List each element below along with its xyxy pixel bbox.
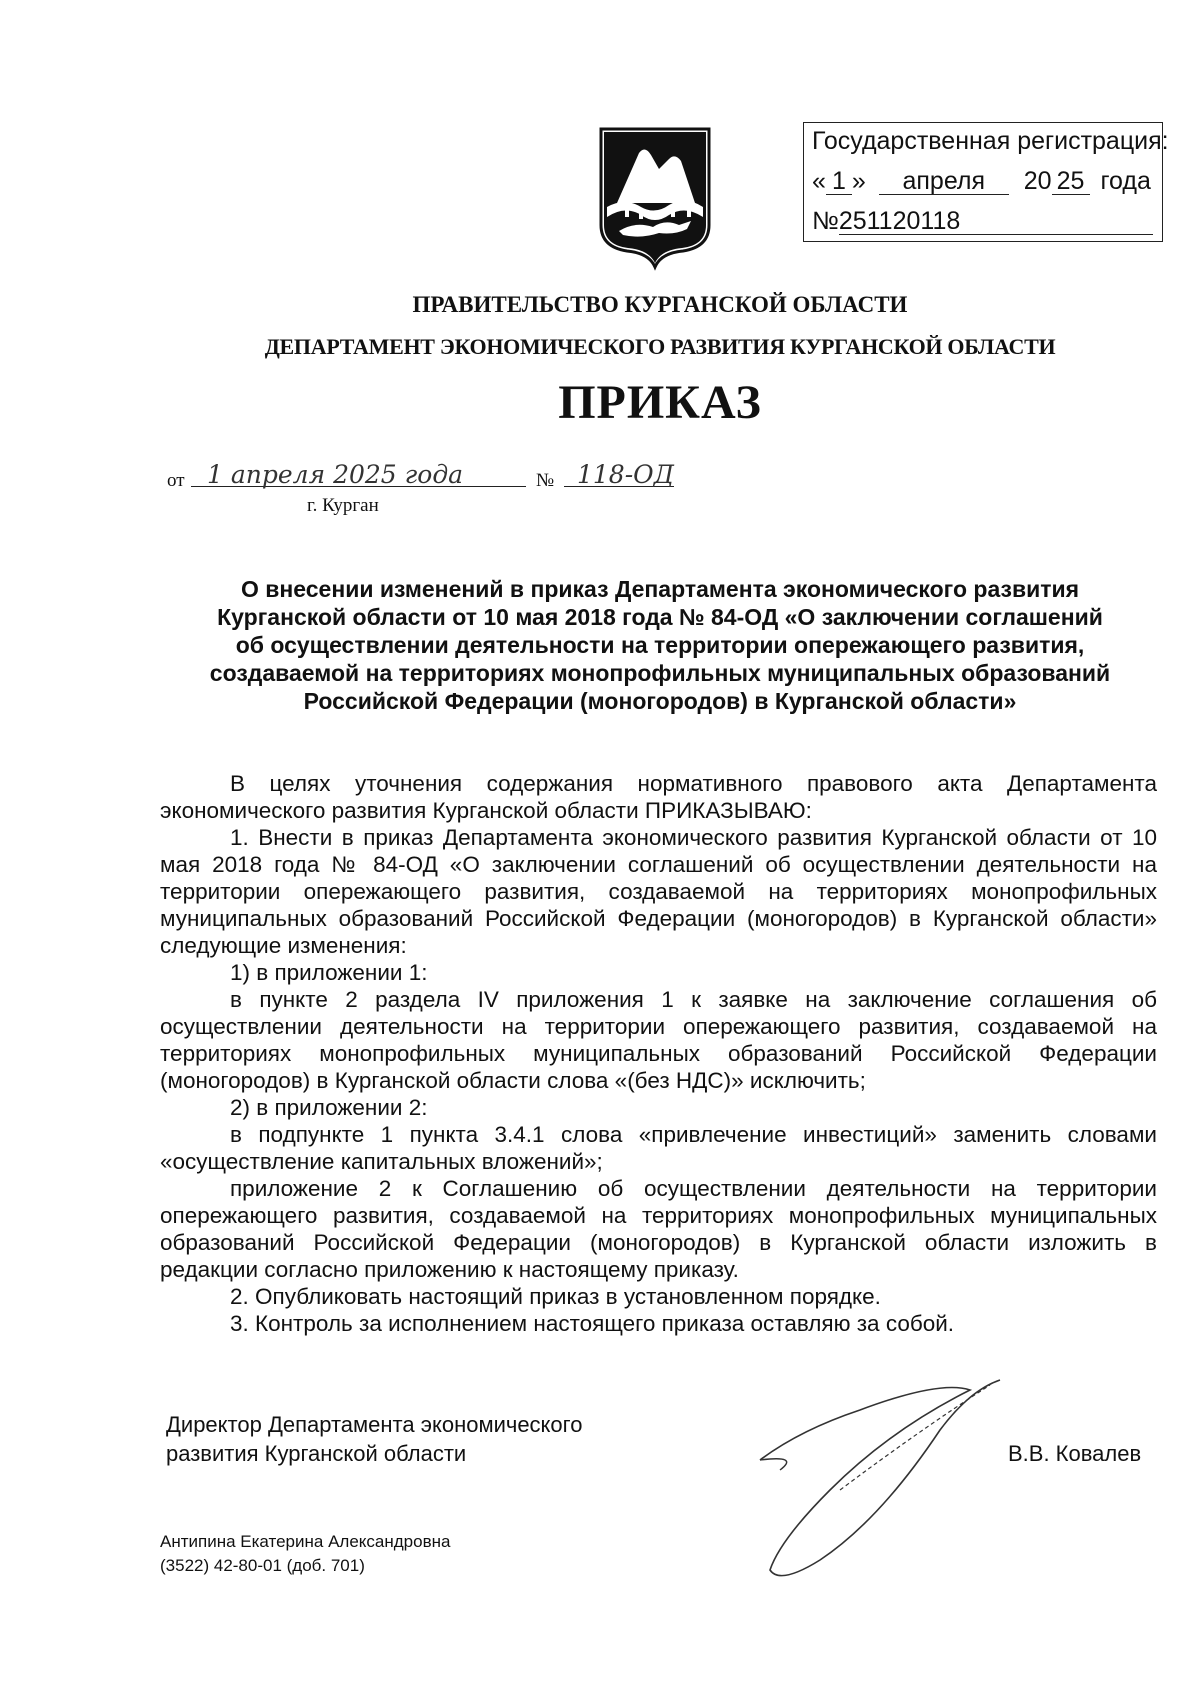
registration-date: « 1 » апреля 20 25 года [812, 167, 1151, 195]
body-paragraph: в подпункте 1 пункта 3.4.1 слова «привлечение инвестиций» заменить словами «осуществление капитальных вложений»; [160, 1122, 1157, 1174]
executor-phone: (3522) 42-80-01 (доб. 701) [160, 1556, 365, 1575]
executor-name: Антипина Екатерина Александровна [160, 1532, 451, 1551]
registration-stamp [803, 122, 1169, 242]
signatory-title: Директор Департамента экономического развития Курганской области [166, 1412, 583, 1466]
body-paragraph: В целях уточнения содержания нормативного правового акта Департамента экономического развития Курганской области ПРИКАЗЫВАЮ: [160, 771, 1157, 823]
subject-line: создаваемой на территориях монопрофильных муниципальных образований [209, 660, 1111, 686]
order-subject [150, 575, 1170, 715]
body-paragraph: 2) в приложении 2: [230, 1095, 428, 1120]
body-paragraph: в пункте 2 раздела IV приложения 1 к заявке на заключение соглашения об осуществлении деятельности на территории опережающего развития, создаваемой на территориях монопрофильных муниципальных образований Российской Федерации (моногородов) в Курганской области слова «(без НДС)» исключить; [160, 987, 1157, 1093]
city-label: г. Курган [307, 495, 379, 516]
issue-date-row [167, 462, 727, 502]
order-number-label: № [536, 470, 555, 491]
coat-of-arms-icon [595, 125, 715, 273]
handwritten-order-number: 118-ОД [577, 460, 674, 489]
body-paragraph: 3. Контроль за исполнением настоящего приказа оставляю за собой. [230, 1311, 955, 1336]
date-from-label: от [167, 470, 185, 491]
subject-line: Курганской области от 10 мая 2018 года № 84-ОД «О заключении соглашений [217, 604, 1103, 630]
document-type-title: ПРИКАЗ [558, 376, 762, 429]
department-title: ДЕПАРТАМЕНТ ЭКОНОМИЧЕСКОГО РАЗВИТИЯ КУРГАНСКОЙ ОБЛАСТИ [264, 334, 1056, 359]
subject-line: об осуществлении деятельности на территории опережающего развития, [235, 632, 1085, 658]
signatory-name: В.В. Ковалев [1008, 1441, 1142, 1466]
handwritten-date: 1 апреля 2025 года [207, 460, 464, 489]
subject-line: Российской Федерации (моногородов) в Курганской области» [303, 688, 1017, 714]
order-body [160, 770, 1157, 1337]
executor-contact [160, 1530, 450, 1578]
registration-day: 1 [826, 168, 852, 195]
body-paragraph: приложение 2 к Соглашению об осуществлении деятельности на территории опережающего развития, создаваемой на территориях монопрофильных муниципальных образований Российской Федерации (моногородов) в Курганской области изложить в редакции согласно приложению к настоящему приказу. [160, 1176, 1157, 1282]
body-paragraph: 1) в приложении 1: [230, 960, 428, 985]
registration-month: апреля [879, 168, 1009, 195]
registration-year: 25 [1052, 168, 1090, 195]
registration-number-line: №251120118 [812, 207, 1153, 236]
registration-number: 251120118 [839, 208, 1153, 235]
body-paragraph: 2. Опубликовать настоящий приказ в установленном порядке. [230, 1284, 881, 1309]
body-paragraph: 1. Внести в приказ Департамента экономического развития Курганской области от 10 мая 2018 года № 84-ОД «О заключении соглашений об осуществлении деятельности на территории опережающего развития, создаваемой на территориях монопрофильных муниципальных образований Российской Федерации (моногородов) в Курганской области» следующие изменения: [160, 825, 1157, 958]
subject-line: О внесении изменений в приказ Департамента экономического развития [240, 576, 1080, 602]
registration-label: Государственная регистрация: [812, 127, 1169, 155]
handwritten-signature-icon [740, 1370, 1040, 1600]
government-title: ПРАВИТЕЛЬСТВО КУРГАНСКОЙ ОБЛАСТИ [412, 292, 908, 317]
